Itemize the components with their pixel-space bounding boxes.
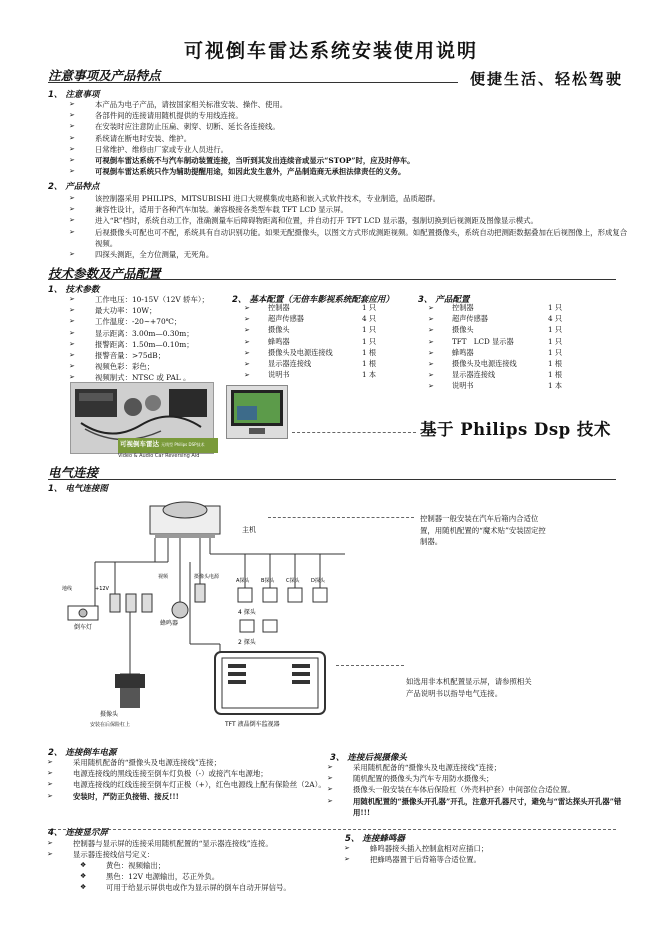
list-item [69, 155, 615, 166]
config-item-qty: 1 根 [362, 347, 377, 357]
list-item [47, 838, 343, 849]
specs-heading: 1、 技术参数 [48, 285, 100, 295]
sensor-a-label: A探头 [236, 578, 250, 584]
bullet-marker: ➢ [344, 855, 350, 864]
list-item-text: 工作温度：-20~+70℃； [95, 317, 182, 327]
bullet-marker: ➢ [244, 325, 251, 335]
bullet-marker: ➢ [244, 370, 251, 380]
camera-label: 摄像头 [100, 711, 119, 718]
bullet-marker: ➢ [47, 769, 53, 778]
camera-list [327, 762, 623, 818]
bullet-marker: ➢ [428, 370, 435, 380]
list-item [69, 316, 235, 327]
bullet-marker: ➢ [69, 194, 75, 202]
list-item [327, 796, 623, 818]
list-item [327, 762, 623, 773]
config-item-name: TFT LCD 显示器 [452, 336, 514, 346]
bullet-marker: ➢ [69, 205, 75, 214]
list-item-text: 四探头测距，全方位测量，无死角。 [95, 250, 214, 260]
config-item-name: 显示器连接线 [268, 358, 312, 368]
tft-label: TFT 液晶倒车监视器 [225, 721, 280, 728]
buzzer-list [344, 843, 590, 865]
bullet-marker: ➢ [69, 328, 75, 337]
sensor-d-label: D探头 [311, 578, 325, 584]
buzzer-label: 蜂鸣器 [160, 620, 179, 627]
photo-caption-sub: Video & Audio Car Reversing Aid [118, 453, 200, 459]
display-list [47, 838, 343, 860]
list-item-text: 摄像头一般安装在车体后保险杠（外壳料护套）中间部位合适位置。 [353, 785, 575, 795]
bullet-marker: ➢ [244, 314, 251, 324]
config-item-name: 蜂鸣器 [452, 347, 474, 357]
config-item-qty: 1 只 [548, 303, 563, 312]
list-item-text: 后视摄像头可配也可不配，系统具有自动识别功能。如果无配摄像头，以图文方式形成测距视频。如配置摄像头，系统自动把测距数据叠加在后视图像上，形成复合视频。 [95, 227, 628, 248]
monitor-photo [226, 385, 288, 439]
list-item-text: 显示距离：3.00m—0.30m； [95, 328, 194, 338]
config-item-qty: 1 只 [362, 325, 377, 335]
config-item-name: 显示器连接线 [452, 370, 496, 380]
list-item-text: 蜂鸣器接头插入控制盒相对应插口； [370, 844, 489, 853]
list-item-text: 视频色彩：彩色； [95, 362, 155, 372]
divider [48, 82, 458, 83]
config-row [244, 347, 418, 359]
config-row [428, 370, 572, 381]
list-item [69, 350, 235, 361]
config-item-name: 控制器 [268, 303, 290, 312]
bullet-marker: ➢ [47, 850, 53, 859]
bullet-marker: ➢ [428, 358, 435, 368]
list-item [80, 860, 336, 871]
sensor-c-label: C探头 [286, 578, 300, 584]
sensor2-label: 2 探头 [238, 639, 256, 646]
list-item-text: 可视倒车雷达系统只作为辅助提醒用途，如因此发生意外，产品制造商无承担法律责任的义务。 [95, 167, 406, 177]
list-item-text: 报警距离：1.50m—0.10m； [95, 339, 194, 349]
list-item-text: 视频制式：NTSC 或 PAL 。 [95, 373, 191, 383]
bullet-marker: ➢ [69, 100, 75, 108]
sensor-b-label: B探头 [261, 578, 275, 584]
photo-caption-small: 无线型 Philips DSP技术 [161, 442, 205, 447]
list-item-text: 可视倒车雷达系统不与汽车制动装置连接，当听到其发出连续音或显示“STOP”时，应及时停车。 [95, 156, 415, 166]
list-item [69, 305, 235, 316]
photo-caption [118, 438, 218, 453]
bullet-marker: ➢ [69, 250, 75, 259]
config-item-qty: 1 只 [362, 336, 377, 346]
list-item [69, 110, 615, 121]
config-row [244, 358, 418, 370]
list-item-text: 黄色：视频输出； [106, 861, 166, 870]
bullet-marker: ➢ [344, 844, 350, 852]
basic-config-list [244, 303, 418, 381]
config-item-qty: 1 只 [548, 325, 563, 335]
notes-heading: 1、 注意事项 [48, 90, 100, 100]
wiring-diagram-graphic [60, 494, 385, 734]
config-item-qty: 1 根 [548, 370, 563, 380]
tech-slogan: 基于 Philips Dsp 技术 [420, 420, 611, 439]
bullet-marker: ➢ [327, 785, 333, 794]
bullet-marker: ❖ [80, 872, 87, 881]
features-heading: 2、 产品特点 [48, 182, 100, 192]
specs-list [69, 294, 235, 384]
list-item [69, 121, 615, 132]
bullet-marker: ➢ [69, 156, 75, 165]
list-item-text: 兼容性设计，适用于各种汽车加装。兼容极接各类型车载 TFT LCD 显示屏。 [95, 205, 348, 215]
config-item-qty: 1 本 [548, 381, 563, 391]
bullet-marker: ➢ [69, 216, 75, 225]
bullet-marker: ➢ [428, 314, 435, 324]
config-item-name: 摄像头及电源连接线 [452, 358, 517, 368]
list-item [47, 757, 333, 768]
list-item-text: 随机配置的摄像头为汽车专用防水摄像头； [353, 774, 494, 784]
config-row [244, 303, 418, 314]
sensor4-label: 4 探头 [238, 609, 256, 616]
config-item-qty: 1 根 [362, 358, 377, 368]
config-item-name: 摄像头 [268, 325, 290, 335]
dotted-leader [292, 432, 416, 433]
bullet-marker: ➢ [327, 763, 333, 771]
config-row [428, 336, 572, 348]
list-item-text: 进入“R”档时，系统自动工作，准确测量车后障碍物距离和位置，并自动打开 TFT LCD 显示器，强制切换到后视测距及图像显示模式。 [95, 216, 538, 226]
list-item [69, 328, 235, 339]
features-list [69, 193, 630, 260]
list-item-text: 黑色：12V 电源输出，芯正外负。 [106, 872, 220, 882]
bullet-marker: ➢ [47, 839, 53, 847]
bullet-marker: ➢ [428, 347, 435, 357]
list-item [80, 871, 336, 882]
list-item [327, 784, 623, 795]
list-item [69, 339, 235, 350]
bullet-marker: ➢ [69, 317, 75, 326]
list-item-text: 安装时，严防正负接错、接反!!! [73, 791, 179, 801]
list-item-text: 显示器连接线信号定义： [73, 850, 155, 860]
list-item-text: 最大功率：10W； [95, 306, 157, 316]
buzzer-heading: 5、 连接蜂鸣器 [345, 834, 405, 844]
list-item [69, 166, 615, 177]
config-row [244, 325, 418, 336]
plus12-label: +12V [95, 586, 109, 592]
list-item-text: 报警音量：>75dB； [95, 351, 166, 361]
bullet-marker: ➢ [47, 780, 53, 789]
list-item-text: 电源连接线的黑线连接至倒车灯负极（-）或接汽车电源地； [73, 769, 268, 779]
power-heading: 2、 连接倒车电源 [48, 748, 117, 758]
bullet-marker: ➢ [69, 295, 75, 303]
list-item [344, 854, 590, 865]
config-item-name: 说明书 [268, 370, 290, 380]
list-item-text: 日常维护、维修由厂家或专业人员进行。 [95, 144, 229, 154]
bullet-marker: ❖ [80, 861, 87, 869]
list-item-text: 把蜂鸣器置于后背箱等合适位置。 [370, 855, 481, 865]
list-item-text: 工作电压：10-15V（12V 轿车）； [95, 295, 209, 304]
config-item-name: 控制器 [452, 303, 474, 312]
list-item [47, 791, 333, 802]
bullet-marker: ➢ [428, 336, 435, 346]
bullet-marker: ➢ [428, 303, 435, 312]
bullet-marker: ➢ [244, 358, 251, 368]
divider [48, 829, 616, 830]
camera-heading: 3、 连接后视摄像头 [330, 753, 407, 763]
page-title: 可视倒车雷达系统安装使用说明 [183, 40, 478, 62]
list-item [47, 768, 333, 779]
list-item-text: 可用于给显示屏供电或作为显示屏的倒车自动开屏信号。 [106, 883, 291, 893]
config-item-name: 说明书 [452, 381, 474, 391]
list-item [69, 294, 235, 305]
list-item [344, 843, 590, 854]
bullet-marker: ➢ [69, 306, 75, 315]
notes-list [69, 99, 615, 177]
config-item-qty: 1 只 [548, 336, 563, 346]
list-item [69, 249, 630, 260]
controller-note: 控制器一般安装在汽车后箱内合适位置，用随机配置的“魔术贴”安装固定控制器。 [420, 514, 546, 546]
list-item [69, 227, 630, 249]
config-row [428, 358, 572, 370]
list-item-text: 各部件间的连接请用随机提供的专用线连接。 [95, 111, 243, 121]
bullet-marker: ➢ [69, 373, 75, 382]
bullet-marker: ➢ [69, 133, 75, 142]
list-item [69, 215, 630, 226]
list-item-text: 该控制器采用 PHILIPS、MITSUBISHI 进口大规模集成电路和嵌入式软件技术，专业制造，品质超群。 [95, 194, 441, 203]
list-item [69, 99, 615, 110]
divider [48, 279, 616, 280]
bullet-marker: ➢ [69, 339, 75, 348]
bullet-marker: ➢ [244, 303, 251, 312]
video-label: 视频 [158, 574, 169, 580]
list-item [80, 882, 336, 893]
controller-leader [268, 517, 414, 518]
display-sub-list [80, 860, 336, 894]
camera-power-label: 摄像头电源 [194, 574, 220, 580]
divider [48, 479, 616, 480]
bullet-marker: ➢ [327, 796, 333, 805]
list-item [69, 133, 615, 144]
slogan: 便捷生活、轻松驾驶 [470, 70, 624, 88]
bullet-marker: ➢ [69, 227, 75, 236]
config-item-name: 超声传感器 [268, 314, 304, 324]
bullet-marker: ➢ [69, 362, 75, 371]
bullet-marker: ➢ [69, 167, 75, 176]
bullet-marker: ➢ [69, 144, 75, 153]
list-item-text: 系统请在断电时安装、维护。 [95, 133, 192, 143]
list-item [69, 193, 630, 204]
config-row [428, 325, 572, 336]
config-item-qty: 1 本 [362, 370, 377, 380]
list-item-text: 控制器与显示屏的连接采用随机配置的“显示器连接线”连接。 [73, 839, 273, 848]
list-item-text: 采用随机配备的“摄像头及电源连接线”连接； [353, 763, 501, 772]
config-item-name: 超声传感器 [452, 314, 488, 324]
list-item [47, 849, 343, 860]
config-item-name: 蜂鸣器 [268, 336, 290, 346]
ground-label: 地线 [62, 586, 73, 592]
bullet-marker: ➢ [69, 351, 75, 360]
bullet-marker: ➢ [69, 111, 75, 120]
list-item-text: 用随机配置的“摄像头开孔器”开孔，注意开孔器尺寸，避免与“雷达探头开孔器”错用!!! [353, 796, 622, 817]
list-item [327, 773, 623, 784]
list-item-text: 采用随机配备的“摄像头及电源连接线”连接； [73, 758, 221, 767]
reverse-light-label: 倒车灯 [73, 624, 93, 631]
product-config-list [428, 303, 572, 393]
config-item-qty: 4 只 [548, 314, 563, 324]
section-heading-notes: 注意事项及产品特点 [48, 68, 161, 83]
photo-caption-title: 可视倒车雷达 [120, 440, 159, 448]
config-row [428, 314, 572, 325]
config-item-name: 摄像头 [452, 325, 474, 335]
config-row [428, 381, 572, 392]
config-item-qty: 1 只 [362, 303, 377, 312]
display-heading: 4、 连接显示屏 [48, 828, 108, 838]
product-config-heading: 3、 产品配置 [418, 295, 470, 305]
list-item [47, 779, 333, 790]
config-item-qty: 1 根 [548, 358, 563, 368]
list-item [69, 204, 630, 215]
bullet-marker: ➢ [47, 791, 53, 800]
display-leader [336, 665, 404, 666]
list-item-text: 在安装时应注意防止压扁、刺穿、切断、延长各连接线。 [95, 122, 280, 132]
config-row [244, 314, 418, 325]
bullet-marker: ❖ [80, 883, 87, 892]
basic-config-heading: 2、 基本配置（无倍车影视系统配套应用） [232, 295, 394, 305]
monitor-graphic [227, 386, 287, 438]
list-item-text: 本产品为电子产品，请按国家相关标准安装、操作、使用。 [95, 100, 288, 109]
bullet-marker: ➢ [428, 381, 435, 391]
config-item-qty: 4 只 [362, 314, 377, 324]
bullet-marker: ➢ [47, 758, 53, 766]
config-row [244, 370, 418, 381]
config-row [428, 347, 572, 359]
section-heading-electrical: 电气连接 [48, 465, 99, 480]
power-list [47, 757, 333, 802]
list-item [69, 144, 615, 155]
bullet-marker: ➢ [69, 122, 75, 131]
list-item [69, 361, 235, 372]
bullet-marker: ➢ [428, 325, 435, 335]
config-item-name: 摄像头及电源连接线 [268, 347, 333, 357]
diagram-heading: 1、 电气连接图 [48, 484, 108, 494]
bullet-marker: ➢ [327, 774, 333, 783]
bullet-marker: ➢ [244, 336, 251, 346]
bullet-marker: ➢ [244, 347, 251, 357]
display-note: 如选用非本机配置显示屏，请参照相关产品说明书以指导电气连接。 [406, 677, 532, 698]
host-label: 主机 [242, 526, 256, 534]
config-item-qty: 1 只 [548, 347, 563, 357]
config-row [244, 336, 418, 348]
camera-note-label: 安装在后保险杠上 [90, 722, 131, 728]
section-heading-specs: 技术参数及产品配置 [48, 266, 161, 281]
list-item-text: 电源连接线的红线连接至倒车灯正极（+），红色电源线上配有保险丝（2A）。 [73, 780, 326, 790]
config-row [428, 303, 572, 314]
wiring-diagram [60, 494, 385, 734]
